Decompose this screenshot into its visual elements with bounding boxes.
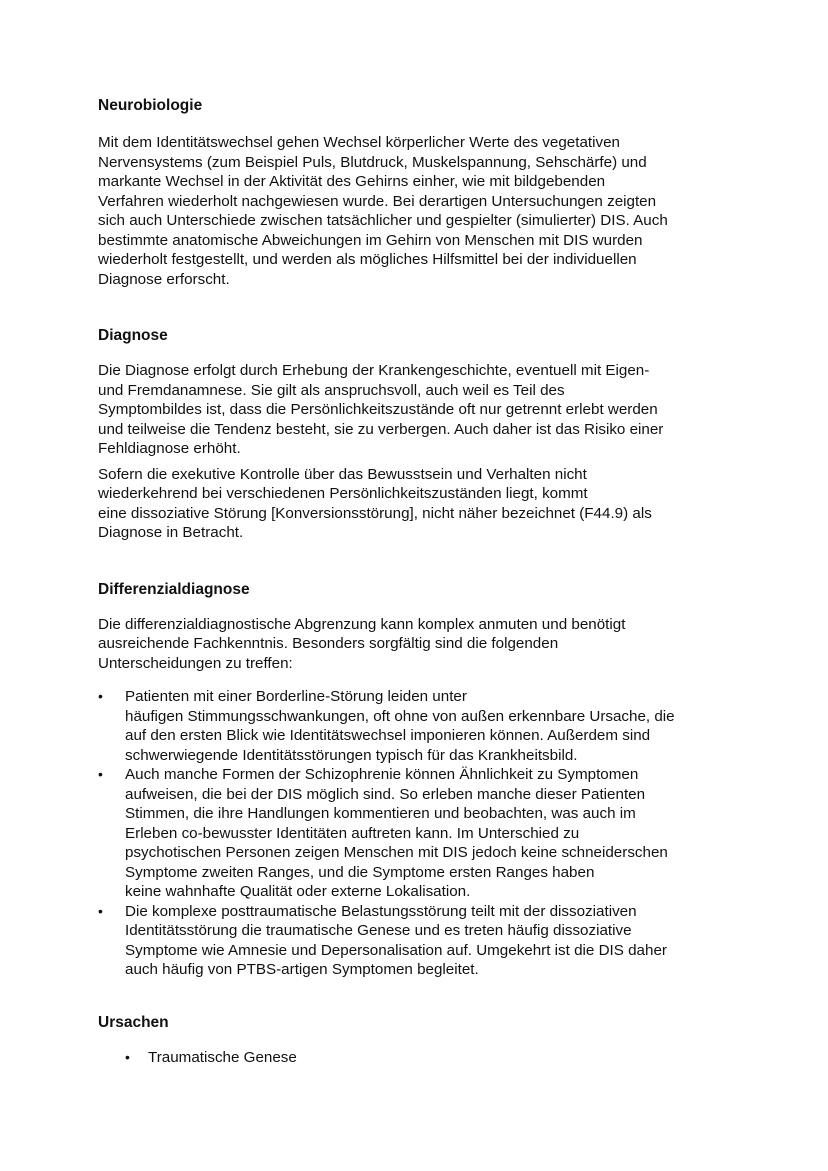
list-item	[125, 1048, 738, 1068]
text-line: sich auch Unterschiede zwischen tatsächlicher und gespielter (simulierter) DIS. Auch	[98, 212, 668, 229]
paragraph-differenzial-intro	[98, 615, 738, 674]
heading-neurobiologie: Neurobiologie	[98, 97, 203, 114]
section-neurobiologie	[98, 96, 738, 289]
text-line: psychotischen Personen zeigen Menschen mit DIS jedoch keine schneiderschen	[125, 844, 668, 861]
paragraph-diagnose-2	[98, 465, 738, 543]
text-line: markante Wechsel in der Aktivität des Gehirns einher, wie mit bildgebenden	[98, 173, 606, 190]
text-line: und teilweise die Tendenz besteht, sie zu verbergen. Auch daher ist das Risiko einer	[98, 420, 664, 438]
text-line: Fehldiagnose erhöht.	[98, 440, 241, 457]
list-item	[98, 765, 738, 902]
text-line: schwerwiegende Identitätsstörungen typisch für das Krankheitsbild.	[125, 746, 578, 764]
text-line: Symptombildes ist, dass die Persönlichkeitszustände oft nur getrennt erlebt werden	[98, 401, 658, 418]
text-line: • Die komplexe posttraumatische Belastungsstörung teilt mit der dissoziativen	[125, 902, 637, 920]
text-line: • Patienten mit einer Borderline-Störung leiden unter	[125, 688, 467, 705]
heading-diagnose: Diagnose	[98, 327, 168, 344]
text-line: auf den ersten Blick wie Identitätswechsel imponieren können. Außerdem sind	[125, 727, 651, 744]
text-line: auch häufig von PTBS-artigen Symptomen begleitet.	[125, 961, 479, 978]
list-item	[98, 902, 738, 980]
bullet-list-ursachen	[98, 1048, 738, 1068]
text-line: eine dissoziative Störung [Konversionsstörung], nicht näher bezeichnet (F44.9) als	[98, 504, 652, 522]
text-line: Identitätsstörung die traumatische Genese und es treten häufig dissoziative	[125, 922, 632, 939]
text-line: Verfahren wiederholt nachgewiesen wurde. Bei derartigen Untersuchungen zeigten	[98, 192, 657, 210]
section-diagnose	[98, 326, 738, 543]
section-differenzialdiagnose	[98, 580, 738, 980]
text-line: bestimmte anatomische Abweichungen im Gehirn von Menschen mit DIS wurden	[98, 231, 643, 249]
text-line: Symptome zweiten Ranges, und die Symptome ersten Ranges haben	[125, 863, 595, 881]
section-ursachen	[98, 1013, 738, 1068]
text-line: Mit dem Identitätswechsel gehen Wechsel körperlicher Werte des vegetativen	[98, 134, 620, 151]
list-item	[98, 687, 738, 765]
text-line: ausreichende Fachkenntnis. Besonders sorgfältig sind die folgenden	[98, 635, 559, 652]
text-line: Symptome wie Amnesie und Depersonalisation auf. Umgekehrt ist die DIS daher	[125, 941, 667, 959]
paragraph-diagnose-1	[98, 361, 738, 459]
bullet-list-differenzial	[98, 687, 738, 980]
text-line: Sofern die exekutive Kontrolle über das Bewusstsein und Verhalten nicht	[98, 465, 587, 483]
text-line: Diagnose in Betracht.	[98, 524, 244, 541]
text-line: Unterscheidungen zu treffen:	[98, 654, 293, 672]
text-line: Stimmen, die ihre Handlungen kommentieren und beobachten, was auch im	[125, 805, 636, 822]
text-line: wiederkehrend bei verschiedenen Persönlichkeitszuständen liegt, kommt	[98, 485, 588, 502]
text-line: • Auch manche Formen der Schizophrenie können Ähnlichkeit zu Symptomen	[125, 766, 639, 783]
text-line: Die differenzialdiagnostische Abgrenzung kann komplex anmuten und benötigt	[98, 615, 626, 633]
text-line: keine wahnhafte Qualität oder externe Lokalisation.	[125, 883, 471, 900]
text-line: Nervensystems (zum Beispiel Puls, Blutdruck, Muskelspannung, Sehschärfe) und	[98, 153, 647, 171]
text-line: und Fremdanamnese. Sie gilt als anspruchsvoll, auch weil es Teil des	[98, 381, 565, 399]
text-line: • Traumatische Genese	[148, 1048, 297, 1066]
text-line: Diagnose erforscht.	[98, 270, 230, 288]
text-line: Erleben co-bewusster Identitäten auftreten kann. Im Unterschied zu	[125, 824, 580, 842]
paragraph-neurobiologie	[98, 133, 738, 289]
text-line: häufigen Stimmungsschwankungen, oft ohne von außen erkennbare Ursache, die	[125, 707, 675, 725]
text-line: aufweisen, die bei der DIS möglich sind. So erleben manche dieser Patienten	[125, 785, 646, 803]
text-line: Die Diagnose erfolgt durch Erhebung der Krankengeschichte, eventuell mit Eigen-	[98, 362, 650, 379]
heading-ursachen: Ursachen	[98, 1013, 169, 1031]
document-page	[98, 96, 738, 1067]
text-line: wiederholt festgestellt, und werden als mögliches Hilfsmittel bei der individuellen	[98, 251, 637, 268]
heading-differenzialdiagnose: Differenzialdiagnose	[98, 580, 250, 598]
